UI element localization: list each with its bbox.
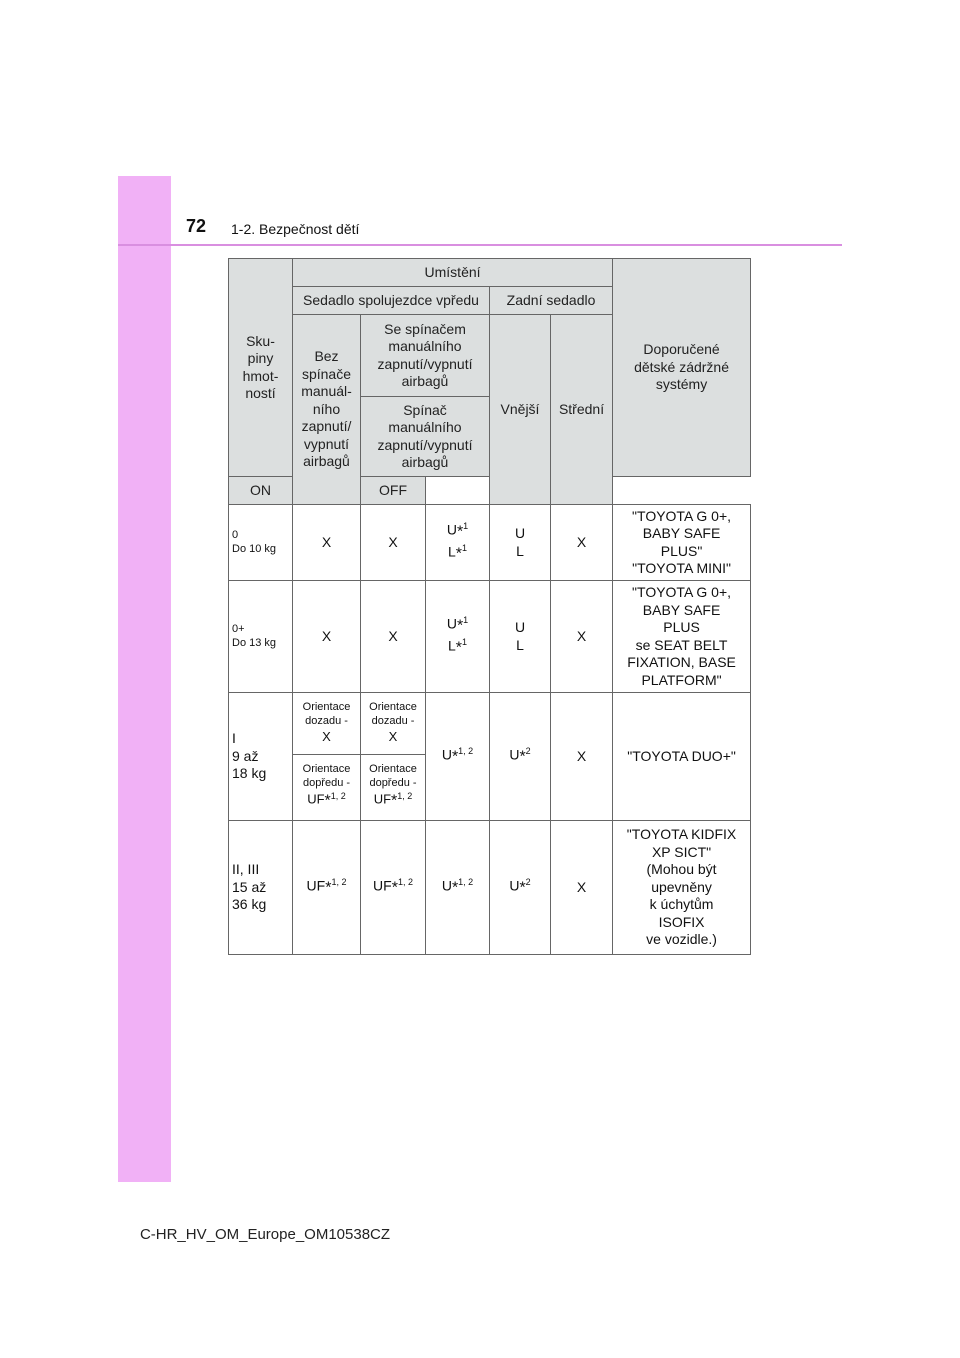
cell: X xyxy=(551,693,613,821)
rear-facing-cell xyxy=(293,693,361,755)
footnote-star: * xyxy=(451,748,459,766)
cell xyxy=(426,581,490,693)
cell: X xyxy=(551,505,613,581)
cell: U L xyxy=(490,505,551,581)
cell xyxy=(426,693,490,821)
orientation-label: Orientace dopředu - xyxy=(369,763,417,790)
footnote-ref: 1 xyxy=(463,614,469,625)
cell-value: U xyxy=(509,877,520,894)
cell xyxy=(361,821,426,955)
cell: U L xyxy=(490,581,551,693)
footnote-ref: 1 xyxy=(463,520,469,531)
header-on: ON xyxy=(229,477,293,505)
footnote-star: * xyxy=(325,879,332,897)
header-rule xyxy=(118,244,842,246)
recommended-g0: "TOYOTA G 0+, BABY SAFE PLUS" "TOYOTA MINI" xyxy=(613,505,751,581)
footnote-star: * xyxy=(519,748,526,766)
cell-value: X xyxy=(322,728,331,744)
cell xyxy=(490,693,551,821)
cell-value: UF xyxy=(306,877,326,894)
header-weight-groups: Sku- piny hmot- ností xyxy=(229,259,293,477)
footnote-ref: 1, 2 xyxy=(331,876,347,887)
header-outer: Vnější xyxy=(490,315,551,505)
cell: X xyxy=(361,581,426,693)
footer-doc-code: C-HR_HV_OM_Europe_OM10538CZ xyxy=(139,1226,391,1243)
footnote-ref: 1, 2 xyxy=(458,876,474,887)
cell: X xyxy=(551,581,613,693)
cell-value: U xyxy=(446,615,457,632)
header-placement: Umístění xyxy=(293,259,613,287)
footnote-star: * xyxy=(324,792,331,810)
cell-value: UF xyxy=(373,791,392,807)
header-off: OFF xyxy=(361,477,426,505)
footnote-ref: 1, 2 xyxy=(458,745,474,756)
header-center: Střední xyxy=(551,315,613,505)
cell: X xyxy=(361,505,426,581)
footnote-star: * xyxy=(456,523,464,541)
cell xyxy=(490,821,551,955)
footnote-star: * xyxy=(456,617,464,635)
footnote-ref: 2 xyxy=(525,745,531,756)
group-0plus-label: 0+ Do 13 kg xyxy=(229,581,293,693)
header-with-switch: Se spínačem manuálního zapnutí/vypnutí airbagů xyxy=(361,315,490,397)
page-number: 72 xyxy=(186,216,207,236)
front-facing-cell xyxy=(361,755,426,821)
footnote-ref: 1 xyxy=(462,542,468,553)
cell xyxy=(426,821,490,955)
footnote-star: * xyxy=(451,879,459,897)
group-23-label: II, III 15 až 36 kg xyxy=(229,821,293,955)
cell-value: X xyxy=(388,728,398,744)
cell-value: UF xyxy=(307,791,325,807)
footnote-star: * xyxy=(519,879,526,897)
cell-value: U xyxy=(441,877,452,894)
group-1-label: I 9 až 18 kg xyxy=(229,693,293,821)
header-recommended: Doporučené dětské zádržné systémy xyxy=(613,259,751,477)
child-seat-table xyxy=(228,258,751,955)
rear-facing-cell xyxy=(361,693,426,755)
header-front-seat: Sedadlo spolujezdce vpředu xyxy=(293,287,490,315)
table-row xyxy=(229,821,751,955)
orientation-label: Orientace dozadu - xyxy=(369,701,417,728)
section-title: 1-2. Bezpečnost dětí xyxy=(231,221,360,237)
cell-value: U xyxy=(509,746,520,763)
header-switch: Spínač manuálního zapnutí/vypnutí airbagů xyxy=(361,397,490,477)
front-facing-cell xyxy=(293,755,361,821)
chapter-tab-bar xyxy=(118,176,171,1182)
cell-value: U xyxy=(441,746,452,763)
table-row xyxy=(229,505,751,581)
group-0-label: 0 Do 10 kg xyxy=(229,505,293,581)
cell: X xyxy=(551,821,613,955)
orientation-label: Orientace dopředu - xyxy=(302,763,351,790)
recommended-g1: "TOYOTA DUO+" xyxy=(613,693,751,821)
footnote-ref: 1, 2 xyxy=(330,790,346,801)
cell: X xyxy=(293,505,361,581)
cell: X xyxy=(293,581,361,693)
header-no-switch: Bez spínače manuál- ního zapnutí/ vypnutí airbagů xyxy=(293,315,361,505)
footnote-star: * xyxy=(455,639,462,657)
footnote-star: * xyxy=(391,879,398,897)
footnote-ref: 1 xyxy=(462,636,468,647)
cell-value: U xyxy=(446,521,457,538)
footnote-ref: 2 xyxy=(525,876,531,887)
table-row xyxy=(229,693,751,755)
orientation-label: Orientace dozadu - xyxy=(302,701,351,728)
cell-value: UF xyxy=(373,877,392,894)
footnote-star: * xyxy=(391,792,398,810)
recommended-g0plus: "TOYOTA G 0+, BABY SAFE PLUS se SEAT BELT FIXATION, BASE PLATFORM" xyxy=(613,581,751,693)
cell xyxy=(426,505,490,581)
cell xyxy=(293,821,361,955)
recommended-g23: "TOYOTA KIDFIX XP SICT" (Mohou být upevněny k úchytům ISOFIX ve vozidle.) xyxy=(613,821,751,955)
cell-value: L xyxy=(447,637,456,654)
header-rear-seat: Zadní sedadlo xyxy=(490,287,613,315)
cell-value: L xyxy=(447,543,456,560)
footnote-ref: 1, 2 xyxy=(397,790,413,801)
footnote-star: * xyxy=(455,545,462,563)
footnote-ref: 1, 2 xyxy=(397,876,413,887)
table-row xyxy=(229,581,751,693)
